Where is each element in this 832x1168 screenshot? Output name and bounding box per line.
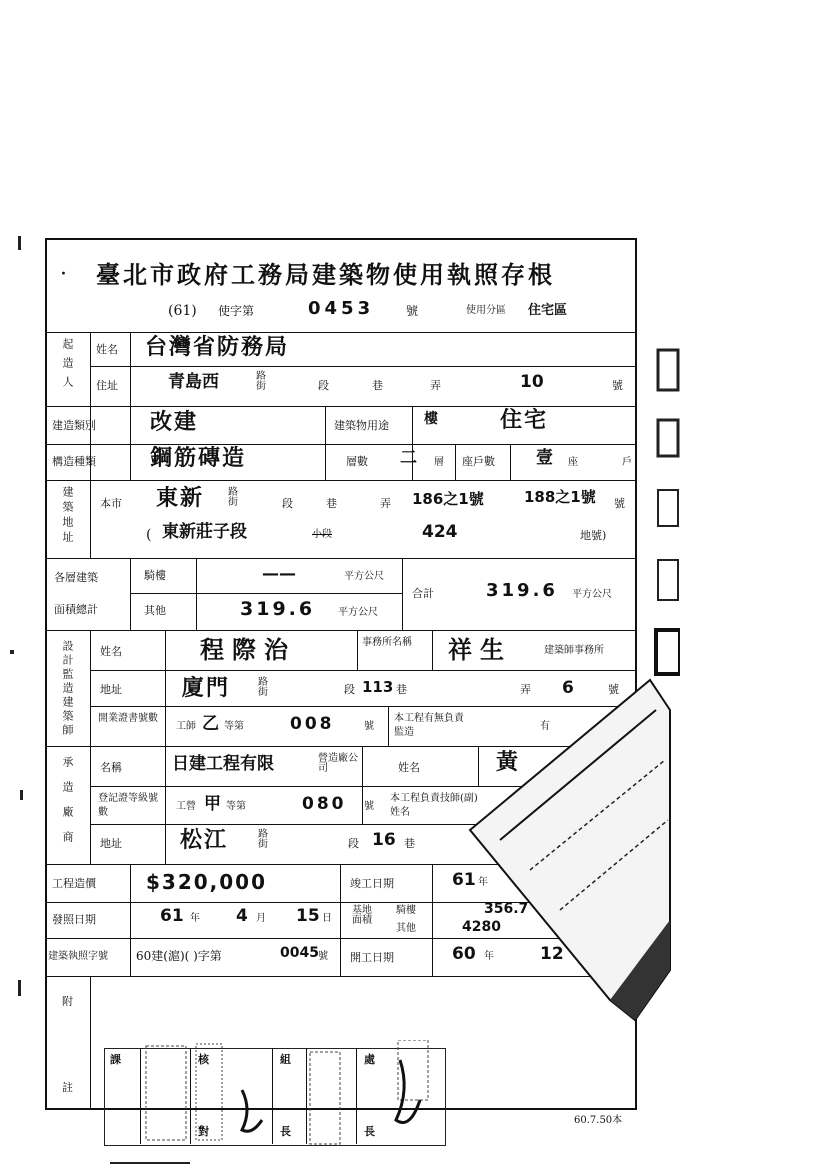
row-divider <box>45 444 637 445</box>
units-value: 壹 <box>536 448 553 468</box>
contractor-road-suffix: 路街 <box>258 829 268 850</box>
architect-section-label: 設計監造建築師 <box>61 640 74 738</box>
signature-mark <box>396 1060 420 1123</box>
use-label: 建築物用途 <box>334 419 389 432</box>
architect-license-label: 開業證書號數 <box>98 713 158 724</box>
sig-label-2: 核 <box>198 1053 209 1066</box>
col-divider <box>455 444 456 480</box>
other-value: 319.6 <box>240 598 316 620</box>
contractor-reg-class: 甲 <box>204 794 221 814</box>
applicant-number: 10 <box>520 372 544 392</box>
arcade-label: 騎樓 <box>144 569 166 582</box>
applicant-section-label: 起造人 <box>61 338 74 395</box>
architect-office-suffix: 建築師事務所 <box>544 645 604 656</box>
architect-office-label: 事務所名稱 <box>362 637 412 648</box>
architect-number: 6 <box>562 678 574 698</box>
address-section-label: 建築地址 <box>61 486 74 546</box>
col-divider <box>130 864 131 976</box>
start-nian: 年 <box>484 951 494 962</box>
contractor-xiang: 巷 <box>404 837 415 850</box>
issue-ri: 日 <box>322 913 332 924</box>
applicant-road-suffix: 路街 <box>256 371 266 392</box>
permit-value: 60建(滬)( )字第 <box>136 949 222 963</box>
contractor-address-label: 地址 <box>100 837 122 850</box>
area-label-2: 面積總計 <box>54 603 98 616</box>
site-label: 基地面積 <box>352 905 372 926</box>
completion-label: 竣工日期 <box>350 877 394 890</box>
permit-year: (61) <box>168 303 197 319</box>
arcade-value: —— <box>262 564 296 584</box>
architect-supervisor-value: 有 <box>540 721 550 732</box>
row-divider <box>90 366 637 367</box>
sig-label-6: 長 <box>280 1125 291 1138</box>
start-label: 開工日期 <box>350 951 394 964</box>
floors-label: 層數 <box>346 455 368 468</box>
other-label: 其他 <box>144 604 166 617</box>
applicant-address-label: 住址 <box>96 379 118 392</box>
architect-license-hao: 號 <box>364 721 374 732</box>
contractor-reg-label: 登記證等級號數 <box>98 793 158 818</box>
architect-xiang: 巷 <box>396 683 407 696</box>
architect-road: 廈門 <box>182 676 231 701</box>
structure-label: 構造種類 <box>52 455 96 468</box>
architect-license-word: 等第 <box>224 721 244 732</box>
applicant-hao: 號 <box>612 379 623 392</box>
col-divider <box>165 630 166 864</box>
scan-mark <box>20 790 23 800</box>
sig-label-4: 處 <box>364 1053 375 1066</box>
sig-label-3: 組 <box>280 1053 291 1066</box>
issue-label: 發照日期 <box>52 913 96 926</box>
total-unit: 平方公尺 <box>572 589 612 600</box>
adjacent-page-edge <box>640 340 680 1000</box>
address-nong: 弄 <box>380 497 391 510</box>
architect-hao: 號 <box>608 683 619 696</box>
scan-mark <box>110 1162 190 1164</box>
address-road-suffix: 路街 <box>228 487 238 508</box>
col-divider <box>510 444 511 480</box>
units-hu: 戶 <box>622 457 632 468</box>
col-divider <box>412 406 413 480</box>
permit-number-value: 0045 <box>280 945 319 961</box>
col-divider <box>130 406 131 480</box>
contractor-tech-label: 本工程負責技師(副)姓名 <box>390 793 478 818</box>
remarks-label-2: 註 <box>62 1081 73 1094</box>
address-hao: 號 <box>614 497 625 510</box>
permit-word: 使字第 <box>218 304 255 318</box>
issue-year: 61 <box>160 906 184 926</box>
architect-license-number: 008 <box>290 714 335 734</box>
address-duan: 段 <box>282 497 293 510</box>
signature-mark <box>242 1090 262 1131</box>
architect-xiang-value: 113 <box>362 678 394 696</box>
applicant-name-value: 台灣省防務局 <box>145 335 290 360</box>
address-number-2: 188之1號 <box>524 488 596 506</box>
address-number: 186之1號 <box>412 490 484 508</box>
address-xiang: 巷 <box>326 497 337 510</box>
architect-license-class: 乙 <box>202 714 219 734</box>
issue-day: 15 <box>296 906 320 926</box>
contractor-reg-hao: 號 <box>364 801 374 812</box>
zone-label: 使用分區 <box>466 305 506 316</box>
issue-nian: 年 <box>190 913 200 924</box>
issue-yue: 月 <box>256 913 266 924</box>
col-divider <box>432 630 433 670</box>
site-other-value: 4280 <box>462 919 501 935</box>
site-arcade-value: 356.7 <box>484 901 529 917</box>
permit-number: 0453 <box>308 298 375 319</box>
bullet: · <box>60 262 67 287</box>
architect-nong: 弄 <box>520 683 531 696</box>
stamp-impressions <box>142 1040 442 1146</box>
arcade-unit: 平方公尺 <box>344 571 384 582</box>
architect-address-label: 地址 <box>100 683 122 696</box>
col-divider <box>388 706 389 746</box>
completion-nian: 年 <box>478 877 488 888</box>
lot-small: 小段 <box>312 529 332 540</box>
permit-hao: 號 <box>406 304 419 318</box>
contractor-section-label: 承造廠商 <box>61 756 74 856</box>
col-divider <box>402 558 403 630</box>
col-divider <box>130 558 131 630</box>
architect-road-suffix: 路街 <box>258 677 268 698</box>
row-divider <box>45 480 637 481</box>
stamp-3 <box>310 1052 340 1144</box>
contractor-reg-number: 080 <box>302 794 347 814</box>
site-other-label: 其他 <box>396 923 416 934</box>
area-label-1: 各層建築 <box>54 571 98 584</box>
row-divider <box>130 593 402 594</box>
floors-value: 二 <box>400 448 417 468</box>
form-title: 臺北市政府工務局建築物使用執照存根 <box>96 260 555 289</box>
sig-label-7: 長 <box>364 1125 375 1138</box>
applicant-nong: 弄 <box>430 379 441 392</box>
completion-year: 61 <box>452 870 476 890</box>
lot-number: 424 <box>422 522 458 542</box>
stamp-2 <box>196 1044 222 1140</box>
contractor-duan: 段 <box>348 837 359 850</box>
structure-value: 鋼筋磚造 <box>150 446 247 471</box>
start-year: 60 <box>452 944 476 964</box>
address-city: 本市 <box>100 497 122 510</box>
col-divider <box>196 558 197 630</box>
contractor-xiang-value: 16 <box>372 830 396 850</box>
floors-unit: 層 <box>434 457 444 468</box>
sig-label-1: 課 <box>110 1053 121 1066</box>
contractor-road: 松江 <box>180 828 229 853</box>
applicant-duan: 段 <box>318 379 329 392</box>
scan-mark <box>18 236 21 250</box>
row-divider <box>45 406 637 407</box>
contractor-person-label: 姓名 <box>398 761 420 774</box>
cost-label: 工程造價 <box>52 877 96 890</box>
type-value: 改建 <box>150 410 199 435</box>
total-value: 319.6 <box>486 580 558 601</box>
other-unit: 平方公尺 <box>338 607 378 618</box>
issue-month: 4 <box>236 906 248 926</box>
lot-value: 東新莊子段 <box>162 522 247 542</box>
permit-label: 建築執照字號 <box>48 951 108 962</box>
footer-code: 60.7.50本 <box>574 1115 623 1126</box>
contractor-reg-word: 等第 <box>226 801 246 812</box>
site-arcade-label: 騎樓 <box>396 905 416 916</box>
contractor-company-suffix: 營造廠公司 <box>318 753 358 774</box>
architect-license-grade: 工師 <box>176 721 196 732</box>
use-floor: 樓 <box>424 411 438 427</box>
applicant-name-label: 姓名 <box>96 343 118 356</box>
col-divider <box>90 976 91 1110</box>
type-label: 建造類別 <box>52 419 96 432</box>
row-divider <box>45 332 637 333</box>
sig-label-5: 對 <box>198 1125 209 1138</box>
row-divider <box>45 558 637 559</box>
architect-duan: 段 <box>344 683 355 696</box>
architect-name-value: 程際治 <box>200 636 296 664</box>
use-value: 住宅 <box>500 408 549 433</box>
col-divider <box>325 406 326 480</box>
col-divider <box>130 332 131 406</box>
address-road: 東新 <box>156 486 205 511</box>
contractor-reg-grade: 工營 <box>176 801 196 812</box>
zone-value: 住宅區 <box>528 303 568 318</box>
architect-office-value: 祥生 <box>448 636 512 664</box>
scan-mark <box>10 650 14 654</box>
sig-divider <box>140 1048 141 1144</box>
remarks-label: 附 <box>62 995 73 1008</box>
start-month: 12 <box>540 944 564 964</box>
applicant-xiang: 巷 <box>372 379 383 392</box>
stamp-1 <box>146 1046 186 1140</box>
col-divider <box>340 864 341 976</box>
contractor-person-value: 黃 <box>496 750 521 775</box>
col-divider <box>357 630 358 670</box>
row-divider <box>45 630 637 631</box>
architect-supervisor-label: 本工程有無負責監造 <box>394 713 464 738</box>
permit-suffix: 號 <box>318 951 328 962</box>
lot-prefix: ( <box>146 527 152 543</box>
scan-mark <box>18 980 21 996</box>
total-label: 合計 <box>412 587 434 600</box>
col-divider <box>90 480 91 558</box>
applicant-road: 青島西 <box>168 372 219 392</box>
col-divider <box>90 630 91 864</box>
lot-suffix: 地號) <box>580 529 607 542</box>
contractor-name-label: 名稱 <box>100 761 122 774</box>
units-zuo: 座 <box>568 457 578 468</box>
col-divider <box>432 864 433 976</box>
architect-name-label: 姓名 <box>100 645 122 658</box>
cost-value: $320,000 <box>146 870 268 894</box>
units-label: 座戶數 <box>462 455 495 468</box>
contractor-name-value: 日建工程有限 <box>172 754 274 774</box>
